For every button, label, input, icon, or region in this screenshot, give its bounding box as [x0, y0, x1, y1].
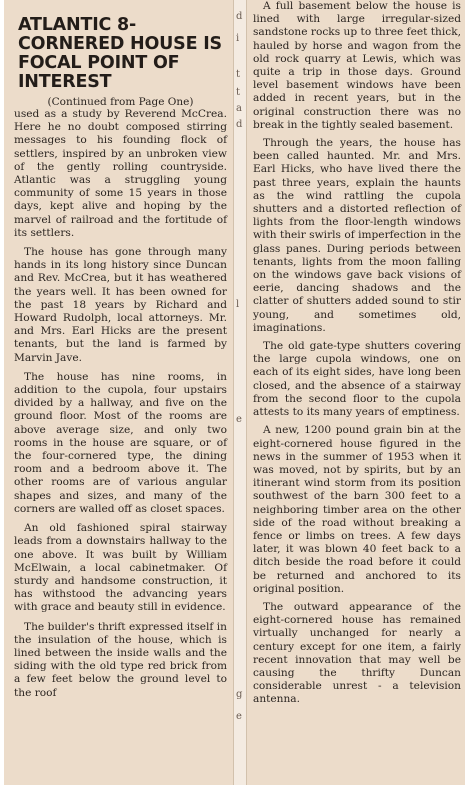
- paragraph: The house has gone through many hands in its long history since Duncan and Rev. McCrea, but it has weathered the years well. It has been owned for the past 18 years by Richard and Howard Rudolph, local attorneys. Mr. and Mrs. Earl Hicks are the present tenants, but the land is farmed by Marvin Jave.: [14, 246, 227, 364]
- margin-fragment: d: [236, 11, 243, 22]
- paragraph: A full basement below the house is lined with large irregular-sized sandstone rocks up to three feet thick, hauled by horse and wagon from the old rock quarry at Lewis, which was quite a trip in those days. Ground level basement windows have been added in recent years, but in the original construction there was no break in the tightly sealed basement.: [253, 0, 461, 131]
- margin-fragment: t: [236, 69, 241, 80]
- margin-fragment: a: [236, 103, 242, 114]
- paragraph: A new, 1200 pound grain bin at the eight-cornered house figured in the news in the summer of 1953 when it was moved, not by spirits, but by an itinerant wind storm from its position southwest of the barn 300 feet to a neighboring timber area on the other side of the road without breaking a fence or limbs on trees. A few days later, it was blown 40 feet back to a ditch beside the road before it could be returned and anchored to its original position.: [253, 424, 461, 595]
- article-clipping-left: [4, 0, 234, 785]
- headline: ATLANTIC 8-CORNERED HOUSE IS FOCAL POINT OF INTEREST: [18, 15, 222, 92]
- paragraph: The old gate-type shutters covering the large cupola windows, one on each of its eight sides, have long been closed, and the absence of a stairway from the second floor to the cupola attests to its many years of emptiness.: [253, 340, 461, 419]
- article-clipping-right: [246, 0, 465, 785]
- paragraph: The outward appearance of the eight-cornered house has remained virtually unchanged for nearly a century except for one item, a fairly recent innovation that may well be causing the thrifty Duncan considerable unrest - a television antenna.: [253, 600, 461, 706]
- margin-fragment: g: [236, 689, 243, 700]
- margin-fragment: e: [236, 414, 242, 425]
- paragraph: The house has nine rooms, in addition to the cupola, four upstairs divided by a hallway, and five on the ground floor. Most of the rooms are above average size, and only two rooms in the house are square, or of the four-cornered type, the dining room and a bedroom above it. The other rooms are of various angular shapes and sizes, and many of the corners are walled off as closet spaces.: [14, 370, 227, 515]
- paragraph: used as a study by Reverend McCrea. Here he no doubt composed stirring messages to his founding flock of settlers, inspired by an unbroken view of the gently rolling countryside. Atlantic was a struggling young community of some 15 years in those days, kept alive and hoping by the marvel of railroad and the fortitude of its settlers.: [14, 108, 227, 239]
- paragraph: Through the years, the house has been called haunted. Mr. and Mrs. Earl Hicks, who have lived there the past three years, explain the haunts as the wind rattling the cupola shutters and a distorted reflection of lights from the floor-length windows with their swirls of imperfection in the glass panes. During periods between tenants, lights from the moon falling on the windows gave back visions of eerie, dancing shadows and the clatter of shutters added sound to stir young, and sometimes old, imaginations.: [253, 137, 461, 334]
- margin-fragment: t: [236, 87, 241, 98]
- margin-fragment: e: [236, 711, 242, 722]
- paragraph: An old fashioned spiral stairway leads from a downstairs hallway to the one above. It was built by William McElwain, a local cabinetmaker. Of sturdy and handsome construction, it has withstood the advancing years with grace and beauty still in evidence.: [14, 522, 227, 614]
- margin-fragment: i: [236, 33, 240, 44]
- paragraph: The builder's thrift expressed itself in the insulation of the house, which is lined between the inside walls and the siding with the old type red brick from a few feet below the ground level to the roof: [14, 620, 227, 699]
- margin-strip: [234, 0, 246, 785]
- continued-note: (Continued from Page One): [47, 96, 194, 108]
- margin-fragment: l: [236, 299, 240, 310]
- margin-fragment: d: [236, 119, 243, 130]
